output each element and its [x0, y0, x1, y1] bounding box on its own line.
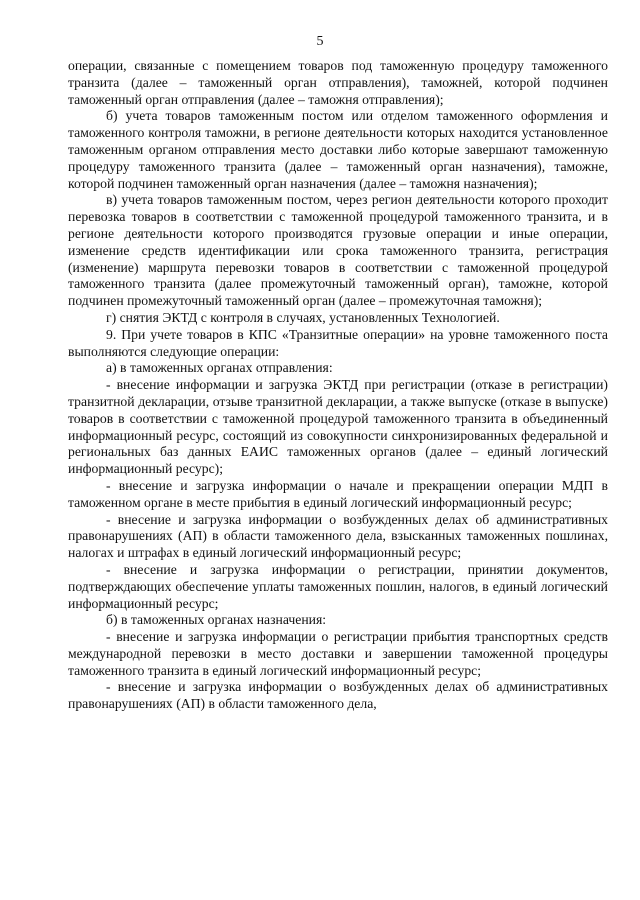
paragraph-item-b-destination: б) учета товаров таможенным постом или отделом таможенного оформления и таможенного контроля таможни, в регионе деятельности которых находится установленное таможенным органом отправления место доставки либо которые завершают таможенную процедуру таможенного транзита (далее – таможенный орган назначения), таможне, которой подчинен таможенный орган назначения (далее – таможня назначения);	[68, 108, 608, 191]
paragraph-operations-continued: операции, связанные с помещением товаров под таможенную процедуру таможенного транзита (далее – таможенный орган отправления), таможней, которой подчинен таможенный орган отправления (далее – таможня отправления);	[68, 58, 608, 107]
paragraph-bullet-ap-cases-2: - внесение и загрузка информации о возбужденных делах об административных правонарушениях (АП) в области таможенного дела,	[68, 679, 608, 712]
paragraph-sub-a-heading: а) в таможенных органах отправления:	[106, 360, 333, 376]
paragraph-item-g-removal: г) снятия ЭКТД с контроля в случаях, установленных Технологией.	[106, 309, 500, 325]
paragraph-sub-b-heading: б) в таможенных органах назначения:	[106, 612, 327, 628]
paragraph-bullet-mdp: - внесение и загрузка информации о начале и прекращении операции МДП в таможенном органе в месте прибытия в единый логический информационный ресурс;	[68, 477, 608, 510]
paragraph-section-9: 9. При учете товаров в КПС «Транзитные операции» на уровне таможенного поста выполняются следующие операции:	[68, 326, 608, 359]
paragraph-bullet-ap-cases: - внесение и загрузка информации о возбужденных делах об административных правонарушениях (АП) в области таможенного дела, взысканных таможенных пошлинах, налогах и штрафах в единый логический информационный ресурс;	[68, 511, 608, 561]
document-body	[68, 58, 608, 713]
paragraph-bullet-ektd: - внесение информации и загрузка ЭКТД при регистрации (отказе в регистрации) транзитной декларации, отзыве транзитной декларации, а также выпуске (отказе в выпуске) товаров в соответствии с таможенной процедурой таможенного транзита в объединенный информационный ресурс, состоящий из совокупности синхронизированных федеральной и региональных баз данных ЕАИС таможенных органов (далее – единый логический информационный ресурс);	[68, 377, 608, 477]
paragraph-bullet-arrival: - внесение и загрузка информации о регистрации прибытия транспортных средств международной перевозки в место доставки и завершении таможенной процедуры таможенного транзита в единый логический информационный ресурс;	[68, 629, 608, 678]
page-number: 5	[316, 34, 324, 49]
paragraph-item-v-intermediate: в) учета товаров таможенным постом, через регион деятельности которого проходит перевозка товаров в соответствии с таможенной процедурой таможенного транзита, и в регионе деятельности которого производятся грузовые операции и иные операции, изменение средств идентификации или срока таможенного транзита, регистрация (изменение) маршрута перевозки товаров в соответствии с таможенной процедурой таможенного транзита (далее промежуточный таможенный орган), таможне, которой подчинен промежуточный таможенный орган (далее – промежуточная таможня);	[68, 192, 608, 309]
paragraph-bullet-payment-docs: - внесение и загрузка информации о регистрации, принятии документов, подтверждающих обеспечение уплаты таможенных пошлин, налогов, в единый логический информационный ресурс;	[68, 561, 608, 611]
